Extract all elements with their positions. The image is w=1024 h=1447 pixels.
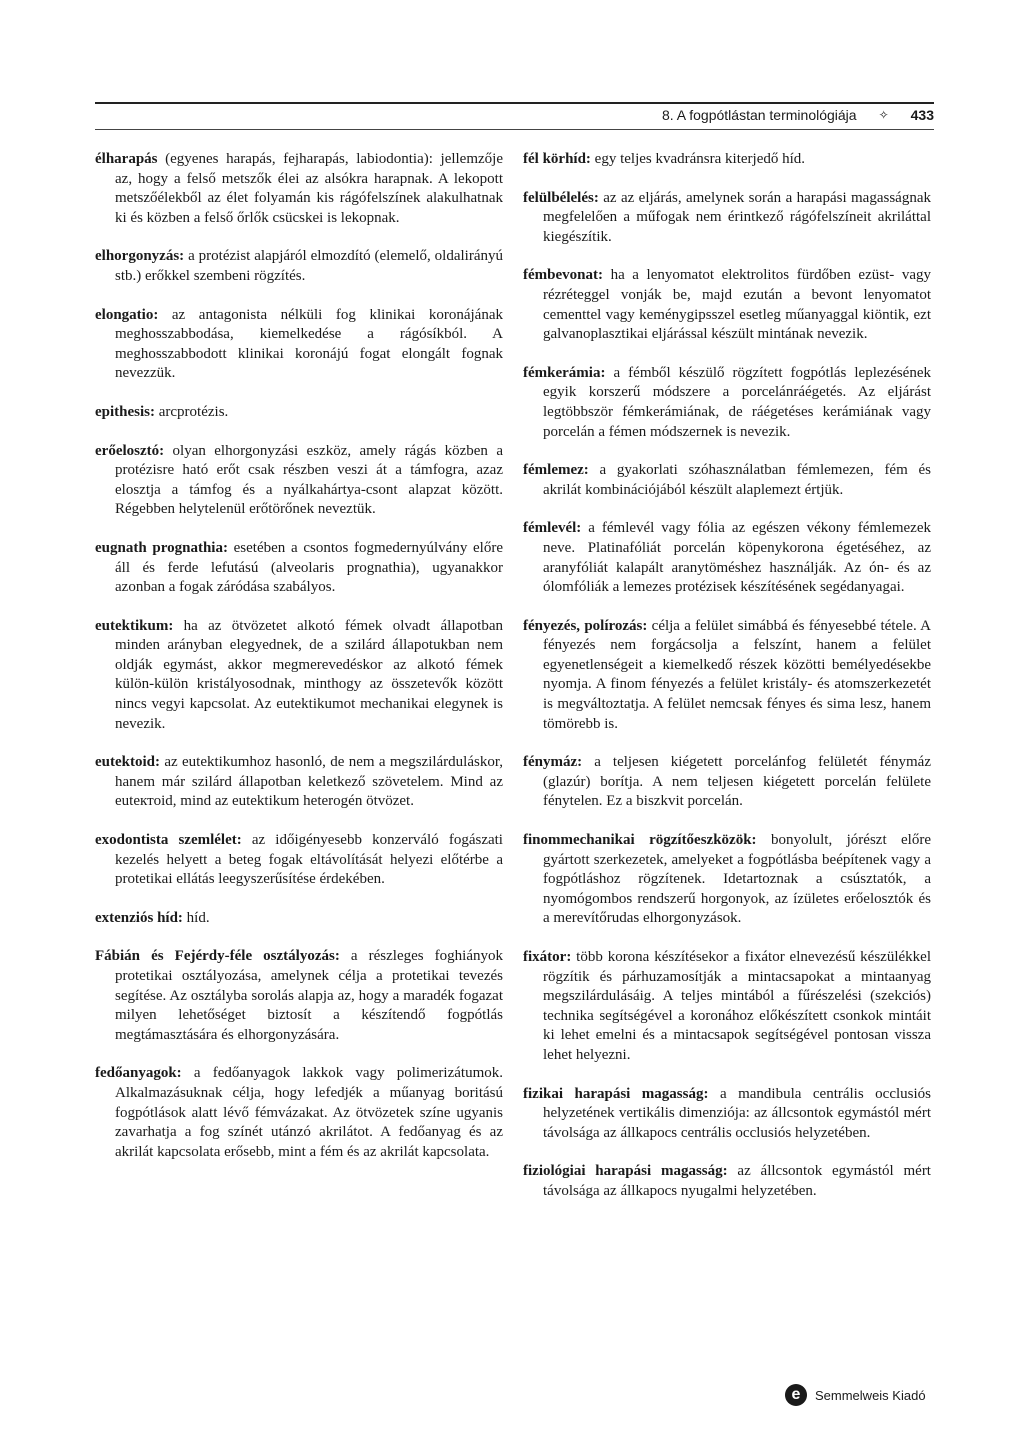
glossary-entry [95,442,503,520]
glossary-entry [95,150,503,228]
entry-definition: arcprotézis. [155,403,229,420]
entry-term: exodontista szemlélet: [95,832,242,849]
entry-term: fényezés, polírozás: [523,617,648,634]
entry-term: fémbevonat: [523,267,603,284]
entry-term: Fábián és Fejérdy-féle osztályozás: [95,948,340,965]
entry-term: fedőanyagok: [95,1065,182,1082]
entry-term: fénymáz: [523,754,583,771]
entry-term: eutektikum: [95,617,174,634]
entry-definition: esetében a csontos fogmedernyúlvány előre áll és ferde lefutású (alveolaris prognathia), ugyanakkor azonban a fogak záródása szabályos. [115,539,503,596]
entry-definition: az időigényesebb konzerváló fogászati kezelés helyett a beteg fogak eltávolítását helyezi előtérbe a protetikai ellátás leegyszerűsítése érdekében. [115,832,503,888]
glossary-entry [95,753,503,812]
entry-definition: a teljesen kiégetett porcelánfog felületét fénymáz (glazúr) borítja. A nem teljesen kiégetett porcelán felülete fénytelen. Ez a biszkvit porcelán. [543,754,931,810]
entry-term: fizikai harapási magasság: [523,1085,709,1102]
glossary-entry [523,150,931,170]
glossary-entry [95,617,503,735]
entry-definition: az az eljárás, amelynek során a harapási magasságnak megfelelően a műfogak nem érintkező rágófelszíneit akriláttal kiegészítik. [543,189,931,245]
entry-definition: az antagonista nélküli fog klinikai koronájának meghosszabbodása, kiemelkedése a rágósíkból. A meghosszabbodott klinikai koronájú fogat elongált fognak nevezzük. [115,306,503,382]
glossary-entry [95,306,503,384]
entry-definition: a protézist alapjáról elmozdító (elemelő, oldalirányú stb.) erőkkel szembeni rögzítés. [115,248,503,284]
entry-definition: a gyakorlati szóhasználatban fémlemezen, fém és akrilát kombinációjából készült alaplemezt értjük. [543,462,931,498]
diamond-ornament-icon: ✧ [878,108,889,122]
entry-term: fixátor: [523,949,572,965]
glossary-entry [523,948,931,1066]
chapter-title: 8. A fogpótlástan terminológiája [662,107,857,123]
entry-term: elongatio: [95,306,159,323]
left-column [95,150,503,1181]
header-rule-bottom [95,129,934,130]
entry-definition: egy teljes kvadránsra kiterjedő híd. [590,151,806,167]
glossary-entry [523,519,931,597]
entry-term: fél körhíd: [523,151,591,167]
entry-term: fémlevél: [523,520,582,537]
glossary-entry [523,461,931,500]
entry-definition: (egyenes harapás, fejharapás, labiodontia): jellemzője az, hogy a felső metszők élei az alsókra harapnak. A lekopott metszőélekből az élet folyamán kis rágófelszínek alakulhatnak ki és közben a felső őrlők csücskei is lekopnak. [115,151,503,226]
entry-definition: a részleges foghiányok protetikai osztályozása, amelynek célja a protetikai tevezés segítése. Az osztályba sorolás alapja az, hogy a maradék fogazat milyen lehetőséget biztosít a készítendő fogpótlás megtámasztására és elhorgonyzására. [115,948,503,1043]
glossary-entry [95,909,503,929]
entry-term: epithesis: [95,403,155,420]
entry-term: extenziós híd: [95,909,183,926]
glossary-entry [95,831,503,890]
entry-definition: a fémből készülő rögzített fogpótlás leplezésének egyik korszerű módszere a porcelánráégetés. Az eljárást legtöbbször fémkerámiának, de ráégetéses kerámiának vagy porcelán a fémen módszernek is nevezik. [543,364,931,440]
entry-term: fémkerámia: [523,364,606,381]
page-number: 433 [910,107,934,123]
glossary-entry [523,364,931,442]
entry-term: felülbélelés: [523,189,599,206]
entry-definition: a fedőanyagok lakkok vagy polimerizátumok. Alkalmazásuknak célja, hogy lefedjék a műanyag boritású fogpótlások alatt lévő fémvázakat. Az ötvözetek színe ugyanis zavarhatja a fog színét utánzó akrilátot. A fedőanyag és az akrilát kapcsolata erősebb, mint a fém és az akrilát kapcsolata. [115,1065,503,1160]
glossary-entry [523,189,931,248]
glossary-entry [95,947,503,1045]
entry-definition: a fémlevél vagy fólia az egészen vékony fémlemezek neve. Platinafóliát porcelán köpenykorona égetéséhez, az aranyfóliát kalapált aranytöméshez használják. Az ón- és az ólomfóliák a lemezes protézisek készítésének segédanyagai. [543,520,931,596]
glossary-entry [523,266,931,344]
glossary-entry [523,1162,931,1201]
entry-definition: híd. [182,909,210,926]
publisher-name: Semmelweis Kiadó [815,1387,926,1403]
entry-term: elhorgonyzás: [95,248,185,265]
glossary-entry [95,247,503,286]
entry-term: fémlemez: [523,462,589,479]
entry-term: erőelosztó: [95,442,165,459]
glossary-entry [95,1064,503,1162]
running-head [662,107,934,123]
header-rule-top [95,102,934,104]
right-column [523,150,931,1221]
entry-term: eutektoid: [95,754,160,771]
publisher-logo-icon: e [785,1384,807,1406]
entry-term: fiziológiai harapási magasság: [523,1163,728,1180]
entry-definition: az állcsontok egymástól mért távolsága az állkapocs nyugalmi helyzetében. [543,1163,931,1199]
entry-term: élharapás [95,151,158,167]
entry-definition: ha a lenyomatot elektrolitos fürdőben ezüst- vagy rézréteggel vonják be, majd ezután a bevont lenyomatot cementtel vagy keménygipsszel esetleg műanyaggal kiöntik, ezt galvanoplasztikai eljárással készült mintának nevezik. [543,267,931,343]
glossary-entry [95,539,503,598]
glossary-entry [523,753,931,812]
entry-definition: ha az ötvözetet alkotó fémek olvadt állapotban minden arányban elegyednek, de a szilárd állapotukban nem oldják egymást, akkor megmerevedéskor az alkotó fémek külön-külön kristályosodnak, minthogy az összetevők között nincs vegyi kapcsolat. Az eutektikumot mechanikai elegynek is nevezik. [115,617,503,732]
entry-definition: olyan elhorgonyzási eszköz, amely rágás közben a protézisre ható erőt csak részben veszi át a támfogra, azaz elosztja a támfog és a nyálkahártya-csont alapzat között. Régebben helytelenül erőtörőnek neveztük. [115,442,503,518]
entry-definition: több korona készítésekor a fixátor elnevezésű készülékkel rögzítik és párhuzamosítják a mintacsapokat a mintaanyag megszilárdulásáig. A teljes mintából a fűrészelési (szekciós) technika segítségével a koronához előkészített csonkok mintáit ki lehet emelni és a mintacsapok segítségével pontosan vissza lehet helyezni. [543,949,931,1063]
glossary-entry [95,403,503,423]
entry-definition: bonyolult, jórészt előre gyártott szerkezetek, amelyeket a fogpótlásba beépítenek vagy a fogpótláshoz rögzítenek. Idetartoznak a csúsztatók, a nyomógombos rendszerű horgonyok, az ízületes erőelosztók és a merevítőrudas elhorgonyzások. [543,832,932,927]
entry-term: finommechanikai rögzítőeszközök: [523,832,757,849]
glossary-entry [523,1085,931,1144]
entry-term: eugnath prognathia: [95,539,228,556]
entry-definition: az eutektikumhoz hasonló, de nem a megszilárduláskor, hanem már szilárd állapotban keletkező szövetelem. Mind az euteктoid, mind az eutektikum heterogén ötvözet. [115,754,503,810]
glossary-entry [523,831,931,929]
glossary-entry [523,617,931,735]
entry-definition: célja a felület simábbá és fényesebbé tétele. A fényezés nem forgácsolja a felszínt, hanem a felület egyenetlenségeit a kiemelkedő részek közötti bemélyedésekbe nyomja. A finom fényezés a felület kristály- és atomszerkezetét is megváltoztatja. A felület nemcsak fényes és sima lesz, hanem tömörebb is. [543,617,931,732]
entry-definition: a mandibula centrális occlusiós helyzetének vertikális dimenziója: az állcsontok egymástól mért távolsága az állkapocs centrális occlusiós helyzetében. [543,1085,931,1141]
publisher-footer [785,1384,926,1406]
